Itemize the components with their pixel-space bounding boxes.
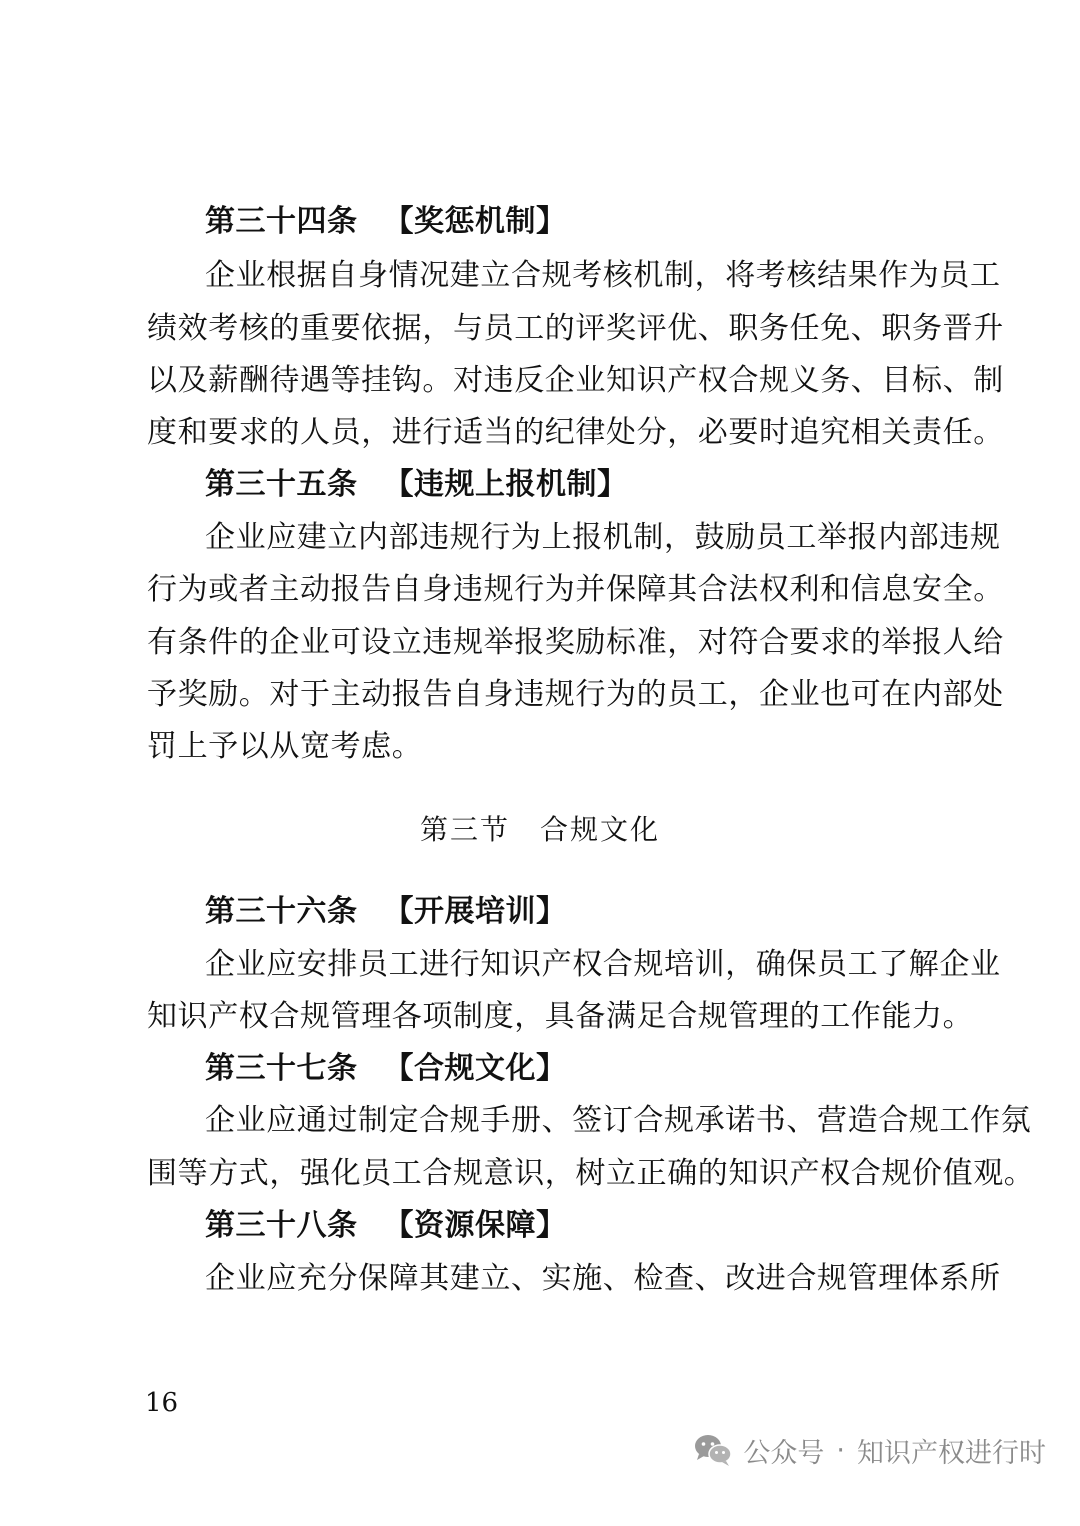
article-36-heading (205, 893, 947, 931)
watermark-account: 知识产权进行时 (857, 1437, 1046, 1469)
section-number: 第三节 (419, 813, 510, 846)
article-37-line-1: 企业应通过制定合规手册、签订合规承诺书、营造合规工作氛 (205, 1103, 1032, 1138)
article-38-heading (205, 1207, 947, 1245)
section-name: 合规文化 (540, 813, 661, 846)
article-34-heading (205, 203, 947, 241)
article-37-number: 第三十七条 (205, 1051, 358, 1086)
article-36-title: 【开展培训】 (383, 894, 567, 929)
article-35-line-1: 企业应建立内部违规行为上报机制，鼓励员工举报内部违规 (205, 520, 1001, 555)
watermark-separator: · (836, 1434, 845, 1466)
wechat-icon (693, 1433, 733, 1467)
article-34-line-2: 绩效考核的重要依据，与员工的评奖评优、职务任免、职务晋升 (147, 311, 1004, 346)
article-35-title: 【违规上报机制】 (383, 467, 628, 502)
article-36-number: 第三十六条 (205, 894, 358, 929)
article-35-line-2: 行为或者主动报告自身违规行为并保障其合法权利和信息安全。 (147, 572, 1004, 607)
article-35-line-4: 予奖励。对于主动报告自身违规行为的员工，企业也可在内部处 (147, 677, 1004, 712)
article-35-line-3: 有条件的企业可设立违规举报奖励标准，对符合要求的举报人给 (147, 625, 1004, 660)
article-37-heading (205, 1050, 947, 1088)
article-35-number: 第三十五条 (205, 467, 358, 502)
page-number: 16 (145, 1388, 179, 1418)
article-36-line-2: 知识产权合规管理各项制度，具备满足合规管理的工作能力。 (147, 999, 974, 1034)
article-34-line-4: 度和要求的人员，进行适当的纪律处分，必要时追究相关责任。 (147, 415, 1004, 450)
article-37-title: 【合规文化】 (383, 1051, 567, 1086)
section-title (0, 812, 1080, 848)
article-38-number: 第三十八条 (205, 1208, 358, 1243)
article-38-line-1: 企业应充分保障其建立、实施、检查、改进合规管理体系所 (205, 1261, 1001, 1296)
article-34-number: 第三十四条 (205, 204, 358, 239)
wechat-watermark (693, 1428, 1046, 1472)
article-34-title: 【奖惩机制】 (383, 204, 567, 239)
article-35-line-5: 罚上予以从宽考虑。 (147, 729, 423, 764)
article-36-line-1: 企业应安排员工进行知识产权合规培训，确保员工了解企业 (205, 947, 1001, 982)
article-34-line-3: 以及薪酬待遇等挂钩。对违反企业知识产权合规义务、目标、制 (147, 363, 1004, 398)
article-38-title: 【资源保障】 (383, 1208, 567, 1243)
article-35-heading (205, 466, 947, 504)
article-34-line-1: 企业根据自身情况建立合规考核机制，将考核结果作为员工 (205, 258, 1001, 293)
article-37-line-2: 围等方式，强化员工合规意识，树立正确的知识产权合规价值观。 (147, 1156, 1035, 1191)
watermark-prefix: 公众号 (743, 1437, 825, 1469)
